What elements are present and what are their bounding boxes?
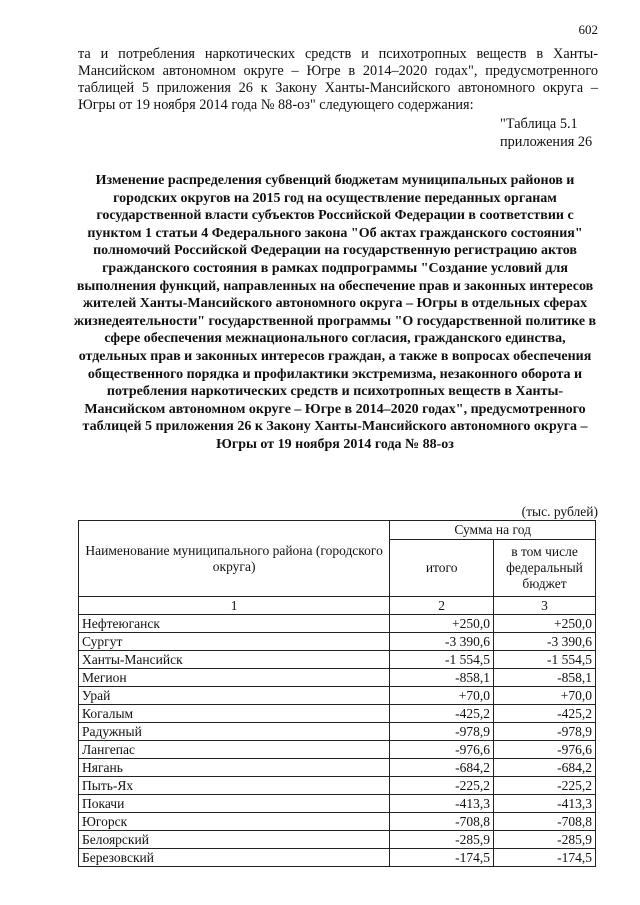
total-cell: -225,2 [390, 777, 494, 795]
table-row [79, 651, 596, 669]
municipality-name-cell: Когалым [79, 705, 390, 723]
federal-budget-cell: -978,9 [494, 723, 596, 741]
federal-budget-cell: -225,2 [494, 777, 596, 795]
federal-budget-cell: -976,6 [494, 741, 596, 759]
total-cell: -978,9 [390, 723, 494, 741]
table-row [79, 741, 596, 759]
federal-budget-cell: -174,5 [494, 849, 596, 867]
total-cell: -285,9 [390, 831, 494, 849]
total-cell: -976,6 [390, 741, 494, 759]
municipality-name-cell: Ханты-Мансийск [79, 651, 390, 669]
municipality-name-cell: Сургут [79, 633, 390, 651]
municipality-name-cell: Радужный [79, 723, 390, 741]
total-cell: -174,5 [390, 849, 494, 867]
total-cell: -3 390,6 [390, 633, 494, 651]
column-header-federal: в том числе федеральный бюджет [494, 540, 596, 597]
federal-budget-cell: -858,1 [494, 669, 596, 687]
total-cell: +250,0 [390, 615, 494, 633]
federal-budget-cell: +70,0 [494, 687, 596, 705]
municipality-name-cell: Нягань [79, 759, 390, 777]
municipality-name-cell: Югорск [79, 813, 390, 831]
table-body [79, 615, 596, 867]
table-row [79, 705, 596, 723]
municipality-name-cell: Березовский [79, 849, 390, 867]
total-cell: +70,0 [390, 687, 494, 705]
column-header-name: Наименование муниципального района (городского округа) [79, 521, 390, 597]
table-row [79, 849, 596, 867]
table-row [79, 831, 596, 849]
total-cell: -858,1 [390, 669, 494, 687]
municipality-name-cell: Лангепас [79, 741, 390, 759]
intro-paragraph [78, 46, 598, 114]
table-ref-line-2: приложения 26 [500, 134, 593, 150]
total-cell: -413,3 [390, 795, 494, 813]
federal-budget-cell: -425,2 [494, 705, 596, 723]
table-row [79, 759, 596, 777]
municipality-name-cell: Урай [79, 687, 390, 705]
table-header-row [79, 521, 596, 540]
page-number: 602 [578, 22, 598, 37]
federal-budget-cell: -3 390,6 [494, 633, 596, 651]
table-ref-line-1: "Таблица 5.1 [500, 116, 578, 132]
municipality-name-cell: Нефтеюганск [79, 615, 390, 633]
total-cell: -1 554,5 [390, 651, 494, 669]
federal-budget-cell: -684,2 [494, 759, 596, 777]
column-number-row [79, 597, 596, 615]
federal-budget-cell: -285,9 [494, 831, 596, 849]
table-row [79, 669, 596, 687]
table-row [79, 723, 596, 741]
table-row [79, 687, 596, 705]
federal-budget-cell: +250,0 [494, 615, 596, 633]
municipality-name-cell: Белоярский [79, 831, 390, 849]
table-row [79, 795, 596, 813]
municipality-name-cell: Мегион [79, 669, 390, 687]
table-row [79, 633, 596, 651]
total-cell: -425,2 [390, 705, 494, 723]
table-reference [500, 115, 610, 151]
column-number-1: 1 [79, 597, 390, 615]
column-number-3: 3 [494, 597, 596, 615]
column-number-2: 2 [390, 597, 494, 615]
total-cell: -708,8 [390, 813, 494, 831]
federal-budget-cell: -1 554,5 [494, 651, 596, 669]
table-row [79, 777, 596, 795]
municipality-name-cell: Покачи [79, 795, 390, 813]
table-row [79, 813, 596, 831]
total-cell: -684,2 [390, 759, 494, 777]
municipality-name-cell: Пыть-Ях [79, 777, 390, 795]
federal-budget-cell: -708,8 [494, 813, 596, 831]
table-title: Изменение распределения субвенций бюджетам муниципальных районов и городских округов на 2015 год на осуществление переданных органам государственной власти субъектов Российской Федерации в соответствии с пунктом 1 статьи 4 Федерального закона "Об актах гражданского состояния" полномочий Российской Федерации на государственную регистрацию актов гражданского состояния в рамках подпрограммы "Создание условий для выполнения функций, направленных на обеспечение прав и законных интересов жителей Ханты-Мансийского автономного округа – Югры в отдельных сферах жизнедеятельности" государственной программы "О государственной политике в сфере обеспечения межнационального согласия, гражданского единства, отдельных прав и законных интересов граждан, а также в вопросах обеспечения общественного порядка и профилактики экстремизма, незаконного оборота и потребления наркотических средств и психотропных веществ в Ханты-Мансийском автономном округе – Югре в 2014–2020 годах", предусмотренного таблицей 5 приложения 26 к Закону Ханты-Мансийского автономного округа – Югры от 19 ноября 2014 года № 88-оз [73, 173, 597, 452]
subvention-table [78, 520, 596, 867]
intro-text: та и потребления наркотических средств и психотропных веществ в Ханты-Мансийском автономном округе – Югре в 2014–2020 годах", предусмотренного таблицей 5 приложения 26 к Закону Ханты-Мансийского автономного округа – Югры от 19 ноября 2014 года № 88-оз" следующего содержания: [78, 46, 598, 113]
column-header-total: итого [390, 540, 494, 597]
federal-budget-cell: -413,3 [494, 795, 596, 813]
column-header-sum: Сумма на год [390, 521, 596, 540]
table-row [79, 615, 596, 633]
unit-label: (тыс. рублей) [521, 504, 598, 519]
